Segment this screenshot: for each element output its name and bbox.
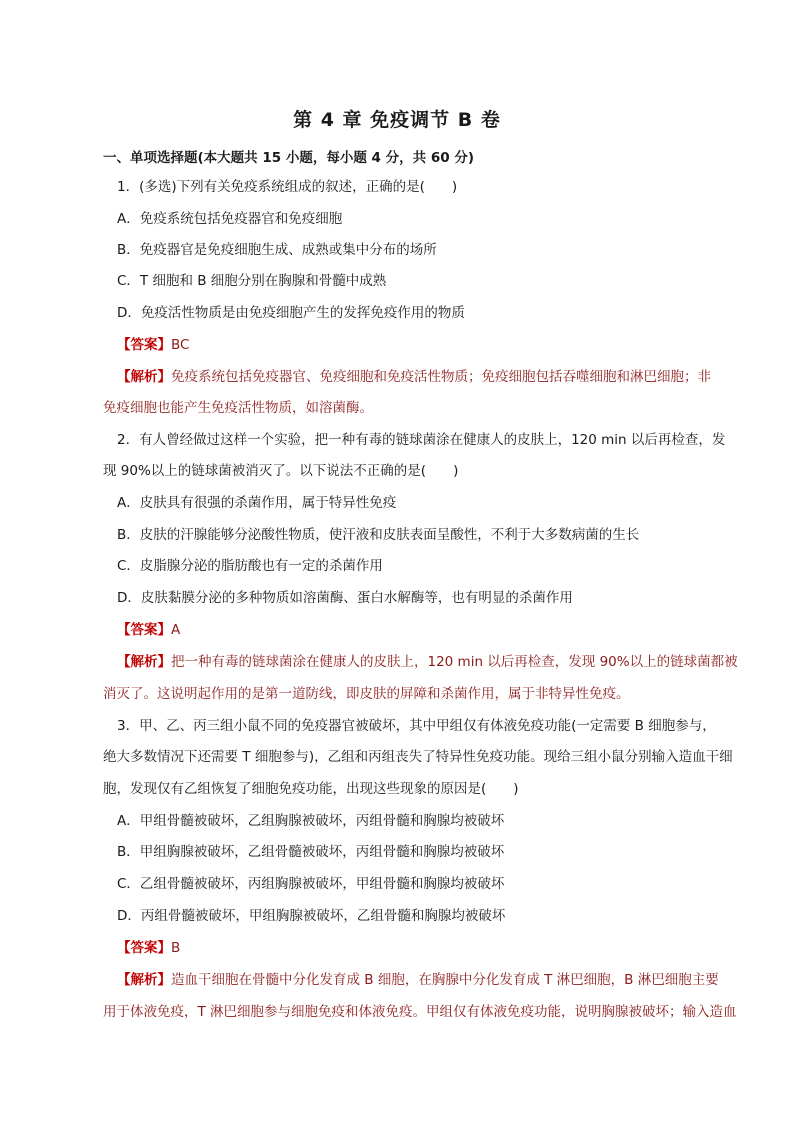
answer-value: BC: [171, 337, 190, 353]
question-1-option-b: B．免疫器官是免疫细胞生成、成熟或集中分布的场所: [117, 242, 437, 258]
analysis-tag: 【解析】: [117, 654, 171, 670]
answer-tag: 【答案】: [117, 622, 171, 638]
question-1-analysis-line-1: [117, 368, 711, 386]
question-2-stem-line-1: 2．有人曾经做过这样一个实验，把一种有毒的链球菌涂在健康人的皮肤上，120 min 以后再检查，发: [117, 432, 726, 448]
question-1-answer: [117, 336, 189, 354]
question-2-option-c: C．皮脂腺分泌的脂肪酸也有一定的杀菌作用: [117, 558, 383, 574]
answer-value: A: [171, 622, 181, 638]
question-2-analysis-line-2: 消灭了。这说明起作用的是第一道防线，即皮肤的屏障和杀菌作用，属于非特异性免疫。: [103, 686, 630, 702]
question-3-option-a: A．甲组骨髓被破坏，乙组胸腺被破坏，丙组骨髓和胸腺均被破坏: [117, 813, 505, 829]
analysis-text: 免疫系统包括免疫器官、免疫细胞和免疫活性物质；免疫细胞包括吞噬细胞和淋巴细胞；非: [171, 369, 711, 385]
question-3-stem-line-1: 3．甲、乙、丙三组小鼠不同的免疫器官被破坏，其中甲组仅有体液免疫功能(一定需要 B 细胞参与，: [117, 718, 716, 734]
answer-tag: 【答案】: [117, 940, 171, 956]
question-2-stem-line-2: 现 90%以上的链球菌被消灭了。以下说法不正确的是( ): [103, 463, 459, 479]
question-1-stem: 1．(多选)下列有关免疫系统组成的叙述，正确的是( ): [117, 179, 458, 195]
question-3-answer: [117, 939, 180, 957]
analysis-tag: 【解析】: [117, 972, 171, 988]
question-1-analysis-line-2: 免疫细胞也能产生免疫活性物质，如溶菌酶。: [103, 400, 373, 416]
question-1-option-d: D．免疫活性物质是由免疫细胞产生的发挥免疫作用的物质: [117, 305, 465, 321]
question-1-option-a: A．免疫系统包括免疫器官和免疫细胞: [117, 211, 343, 227]
question-2-option-d: D．皮肤黏膜分泌的多种物质如溶菌酶、蛋白水解酶等，也有明显的杀菌作用: [117, 590, 573, 606]
question-3-stem-line-3: 胞，发现仅有乙组恢复了细胞免疫功能，出现这些现象的原因是( ): [103, 781, 519, 797]
question-2-analysis-line-1: [117, 653, 738, 671]
question-3-analysis-line-1: [117, 971, 719, 989]
answer-value: B: [171, 940, 181, 956]
question-2-answer: [117, 621, 180, 639]
question-3-option-c: C．乙组骨髓被破坏，丙组胸腺被破坏，甲组骨髓和胸腺均被破坏: [117, 876, 505, 892]
analysis-tag: 【解析】: [117, 369, 171, 385]
answer-tag: 【答案】: [117, 337, 171, 353]
page-title: 第 4 章 免疫调节 B 卷: [293, 109, 501, 131]
question-3-stem-line-2: 绝大多数情况下还需要 T 细胞参与)，乙组和丙组丧失了特异性免疫功能。现给三组小鼠分别输入造血干细: [103, 749, 733, 765]
question-3-option-b: B．甲组胸腺被破坏，乙组骨髓被破坏，丙组骨髓和胸腺均被破坏: [117, 844, 505, 860]
question-2-option-b: B．皮肤的汗腺能够分泌酸性物质，使汗液和皮肤表面呈酸性，不利于大多数病菌的生长: [117, 527, 640, 543]
question-1-option-c: C．T 细胞和 B 细胞分别在胸腺和骨髓中成熟: [117, 273, 387, 289]
question-2-option-a: A．皮肤具有很强的杀菌作用，属于特异性免疫: [117, 495, 397, 511]
analysis-text: 造血干细胞在骨髓中分化发育成 B 细胞，在胸腺中分化发育成 T 淋巴细胞，B 淋巴细胞主要: [171, 972, 719, 988]
question-3-analysis-line-2: 用于体液免疫，T 淋巴细胞参与细胞免疫和体液免疫。甲组仅有体液免疫功能，说明胸腺被破坏；输入造血: [103, 1004, 737, 1020]
question-3-option-d: D．丙组骨髓被破坏，甲组胸腺被破坏，乙组骨髓和胸腺均被破坏: [117, 908, 506, 924]
section-heading: 一、单项选择题(本大题共 15 小题，每小题 4 分，共 60 分): [103, 150, 475, 166]
analysis-text: 把一种有毒的链球菌涂在健康人的皮肤上，120 min 以后再检查，发现 90%以上的链球菌都被: [171, 654, 738, 670]
